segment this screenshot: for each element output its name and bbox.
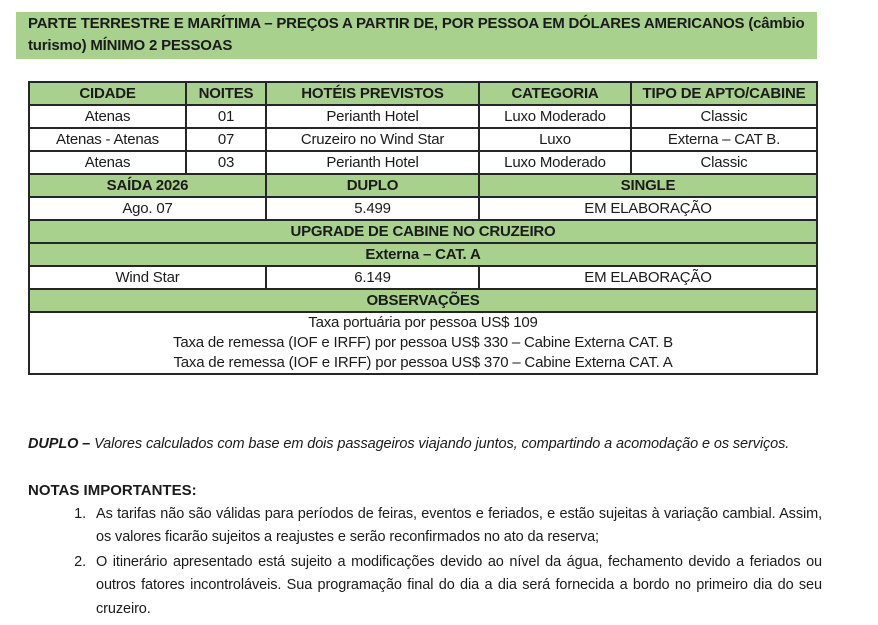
table-header-row [29, 82, 817, 105]
notes-heading: NOTAS IMPORTANTES: [28, 482, 197, 499]
observacoes-row [29, 312, 817, 374]
departure-date-cell: Ago. 07 [29, 197, 266, 220]
note-item: 2. O itinerário apresentado está sujeito a modificações devido ao nível da água, fechamento devido a feriados ou outros fatores incontroláveis. Sua programação final do dia a dia será fornecida a bordo no primeiro dia do seu cruzeiro. [90, 551, 822, 621]
departure-row [29, 197, 817, 220]
pricing-table-container [28, 81, 818, 375]
table-cell-noites: 07 [186, 128, 266, 151]
table-cell-hotel: Cruzeiro no Wind Star [266, 128, 479, 151]
title-banner: PARTE TERRESTRE E MARÍTIMA – PREÇOS A PARTIR DE, POR PESSOA EM DÓLARES AMERICANOS (câmbio turismo) MÍNIMO 2 PESSOAS [16, 12, 817, 59]
col-header-hoteis: HOTÉIS PREVISTOS [266, 82, 479, 105]
upgrade-banner-row [29, 220, 817, 243]
table-cell-tipo: Classic [631, 151, 817, 174]
col-header-noites: NOITES [186, 82, 266, 105]
table-cell-cidade: Atenas [29, 151, 186, 174]
table-cell-noites: 03 [186, 151, 266, 174]
duplo-description: Valores calculados com base em dois passageiros viajando juntos, compartindo a acomodação e os serviços. [94, 435, 790, 452]
note-item: 1. As tarifas não são válidas para períodos de feiras, eventos e feriados, e estão sujeitas à variação cambial. Assim, os valores ficarão sujeitos a reajustes e serão reconfirmados no ato da reserva; [90, 503, 822, 550]
observacoes-header-cell: OBSERVAÇÕES [29, 289, 817, 312]
table-cell-categoria: Luxo Moderado [479, 151, 631, 174]
pricing-table [28, 81, 818, 375]
table-cell-hotel: Perianth Hotel [266, 105, 479, 128]
table-cell-tipo: Externa – CAT B. [631, 128, 817, 151]
ship-name-cell: Wind Star [29, 266, 266, 289]
table-cell-tipo: Classic [631, 105, 817, 128]
table-cell-cidade: Atenas - Atenas [29, 128, 186, 151]
duplo-term: DUPLO – [28, 435, 91, 452]
duplo-price-cell: 5.499 [266, 197, 479, 220]
upgrade-banner-cell: UPGRADE DE CABINE NO CRUZEIRO [29, 220, 817, 243]
single-status-cell: EM ELABORAÇÃO [479, 197, 817, 220]
observacoes-header-row [29, 289, 817, 312]
observation-line: Taxa de remessa (IOF e IRFF) por pessoa US$ 330 – Cabine Externa CAT. B [173, 334, 673, 351]
upgrade-price-cell: 6.149 [266, 266, 479, 289]
col-header-cidade: CIDADE [29, 82, 186, 105]
upgrade-status-cell: EM ELABORAÇÃO [479, 266, 817, 289]
notes-list [28, 503, 822, 622]
single-header-cell: SINGLE [479, 174, 817, 197]
observation-line: Taxa portuária por pessoa US$ 109 [308, 314, 538, 331]
duplo-header-cell: DUPLO [266, 174, 479, 197]
table-row [29, 151, 817, 174]
upgrade-category-cell: Externa – CAT. A [29, 243, 817, 266]
table-cell-cidade: Atenas [29, 105, 186, 128]
table-cell-categoria: Luxo [479, 128, 631, 151]
upgrade-category-row [29, 243, 817, 266]
saida-2026-cell: SAÍDA 2026 [29, 174, 266, 197]
observacoes-body-cell [29, 312, 817, 374]
observation-line: Taxa de remessa (IOF e IRFF) por pessoa US$ 370 – Cabine Externa CAT. A [173, 354, 673, 371]
table-row [29, 105, 817, 128]
col-header-categoria: CATEGORIA [479, 82, 631, 105]
upgrade-price-row [29, 266, 817, 289]
col-header-tipo-apto: TIPO DE APTO/CABINE [631, 82, 817, 105]
table-cell-noites: 01 [186, 105, 266, 128]
duplo-definition [28, 433, 820, 456]
table-row [29, 128, 817, 151]
saida-header-row [29, 174, 817, 197]
table-cell-hotel: Perianth Hotel [266, 151, 479, 174]
table-cell-categoria: Luxo Moderado [479, 105, 631, 128]
